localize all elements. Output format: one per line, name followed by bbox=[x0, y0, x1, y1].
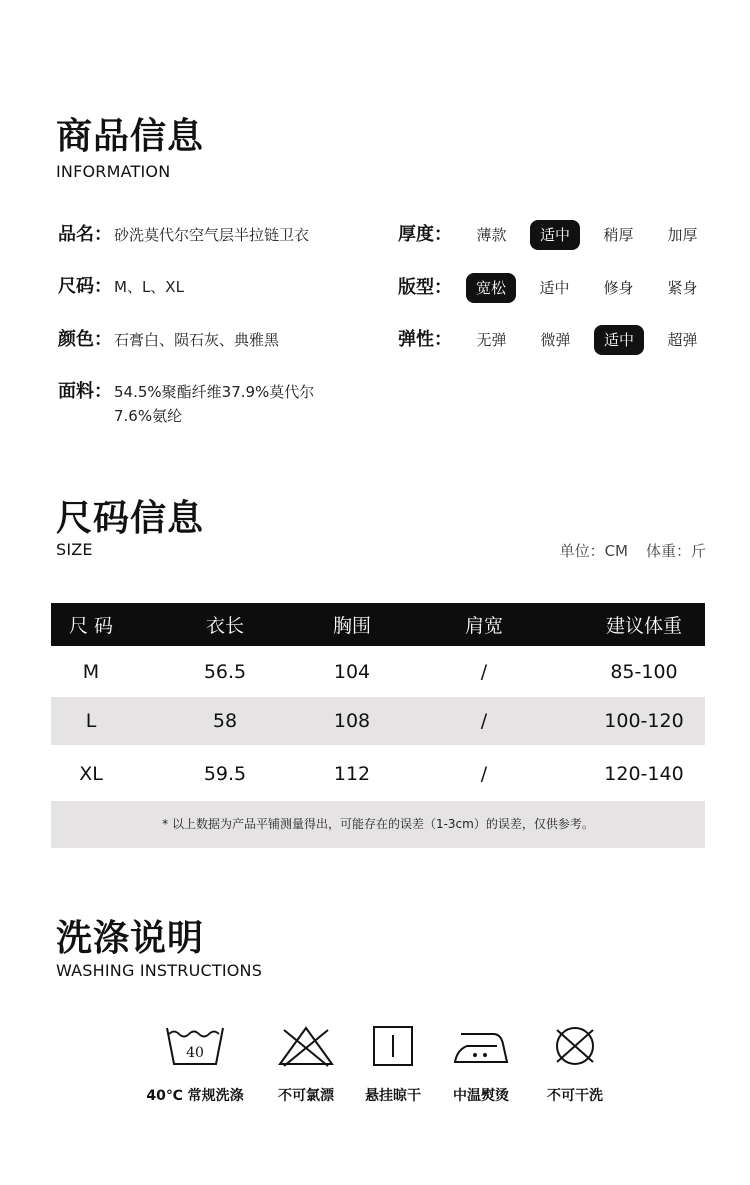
info-name-value: 砂洗莫代尔空气层半拉链卫衣 bbox=[114, 226, 310, 244]
size-info-title: 尺码信息 bbox=[56, 498, 205, 539]
table-header-row bbox=[51, 603, 705, 646]
table-row bbox=[51, 745, 705, 802]
table-cell: 100-120 bbox=[604, 710, 684, 732]
table-cell: 59.5 bbox=[203, 762, 247, 785]
thickness-row bbox=[398, 219, 715, 251]
info-color-label: 颜色： bbox=[58, 329, 112, 350]
info-size-row bbox=[58, 275, 184, 299]
info-fabric-label: 面料： bbox=[58, 381, 112, 402]
info-size-value: M、L、XL bbox=[114, 278, 184, 296]
thickness-option: 加厚 bbox=[667, 226, 698, 244]
washing-subtitle: WASHING INSTRUCTIONS bbox=[56, 961, 263, 980]
elasticity-option: 无弹 bbox=[476, 331, 507, 349]
thickness-option: 适中 bbox=[530, 220, 580, 250]
product-info-subtitle: INFORMATION bbox=[56, 162, 171, 181]
thickness-option: 薄款 bbox=[476, 226, 507, 244]
wash-item bbox=[343, 1022, 443, 1105]
info-name-row bbox=[58, 223, 309, 247]
table-header-cell: 衣长 bbox=[205, 615, 244, 637]
info-fabric-row bbox=[58, 380, 314, 428]
table-header-cell: 胸围 bbox=[332, 615, 371, 637]
no-dry-clean-icon bbox=[525, 1022, 625, 1070]
size-table bbox=[51, 603, 705, 802]
table-cell: M bbox=[82, 660, 100, 683]
elasticity-option: 超弹 bbox=[667, 331, 698, 349]
wash-item bbox=[256, 1022, 356, 1105]
fit-option: 宽松 bbox=[466, 273, 516, 303]
table-cell: / bbox=[480, 660, 488, 683]
elasticity-option: 适中 bbox=[594, 325, 644, 355]
table-header-cell: 建议体重 bbox=[605, 615, 682, 637]
wash-item bbox=[525, 1022, 625, 1105]
info-size-label: 尺码： bbox=[58, 276, 112, 297]
wash-item bbox=[145, 1022, 245, 1105]
table-cell: XL bbox=[79, 762, 103, 785]
table-cell: 112 bbox=[333, 762, 371, 785]
table-header-cell: 尺 码 bbox=[68, 615, 114, 637]
info-fabric-line1: 54.5%聚酯纤维37.9%莫代尔 bbox=[114, 383, 315, 401]
wash-label: 40℃ 常规洗涤 bbox=[146, 1088, 244, 1104]
wash-label: 悬挂晾干 bbox=[365, 1088, 421, 1104]
info-name-label: 品名： bbox=[58, 224, 112, 245]
elasticity-row bbox=[398, 324, 715, 356]
table-cell: 85-100 bbox=[610, 660, 678, 683]
table-cell: / bbox=[480, 762, 488, 785]
hang-dry-icon bbox=[343, 1022, 443, 1070]
unit-line bbox=[560, 540, 706, 561]
washing-title: 洗涤说明 bbox=[56, 918, 205, 959]
elasticity-option: 微弹 bbox=[540, 331, 571, 349]
table-header-cell: 肩宽 bbox=[464, 615, 503, 637]
unit-text: 单位：CM bbox=[559, 542, 628, 560]
wash-label: 不可氯漂 bbox=[278, 1088, 334, 1104]
table-cell: 58 bbox=[212, 710, 238, 732]
wash-40-icon bbox=[145, 1022, 245, 1070]
weight-unit-text: 体重：斤 bbox=[645, 542, 706, 560]
thickness-option: 稍厚 bbox=[603, 226, 634, 244]
info-color-row bbox=[58, 328, 279, 352]
size-note: * 以上数据为产品平铺测量得出，可能存在的误差（1-3cm）的误差，仅供参考。 bbox=[51, 801, 705, 848]
iron-medium-icon bbox=[431, 1022, 531, 1070]
info-fabric-line2: 7.6%氨纶 bbox=[114, 407, 183, 425]
table-row bbox=[51, 646, 705, 697]
elasticity-label: 弹性： bbox=[398, 329, 452, 350]
fit-option: 适中 bbox=[539, 279, 570, 297]
wash-item bbox=[431, 1022, 531, 1105]
table-cell: 104 bbox=[333, 660, 371, 683]
fit-option: 紧身 bbox=[667, 279, 698, 297]
wash-temp-text: 40 bbox=[186, 1045, 204, 1061]
no-bleach-icon bbox=[256, 1022, 356, 1070]
fit-option: 修身 bbox=[603, 279, 634, 297]
info-color-value: 石膏白、陨石灰、典雅黑 bbox=[114, 331, 280, 349]
fit-label: 版型： bbox=[398, 277, 452, 298]
table-cell: L bbox=[85, 710, 97, 732]
fit-row bbox=[398, 272, 715, 304]
wash-label: 不可干洗 bbox=[547, 1088, 603, 1104]
table-cell: 120-140 bbox=[604, 762, 684, 785]
table-row bbox=[51, 697, 705, 745]
table-cell: 56.5 bbox=[203, 660, 247, 683]
product-info-title: 商品信息 bbox=[56, 116, 205, 157]
thickness-label: 厚度： bbox=[398, 224, 452, 245]
table-cell: / bbox=[480, 710, 488, 732]
info-fabric-value bbox=[114, 380, 314, 428]
size-info-subtitle: SIZE bbox=[56, 540, 93, 559]
table-cell: 108 bbox=[333, 710, 371, 732]
wash-label: 中温熨烫 bbox=[453, 1088, 509, 1104]
